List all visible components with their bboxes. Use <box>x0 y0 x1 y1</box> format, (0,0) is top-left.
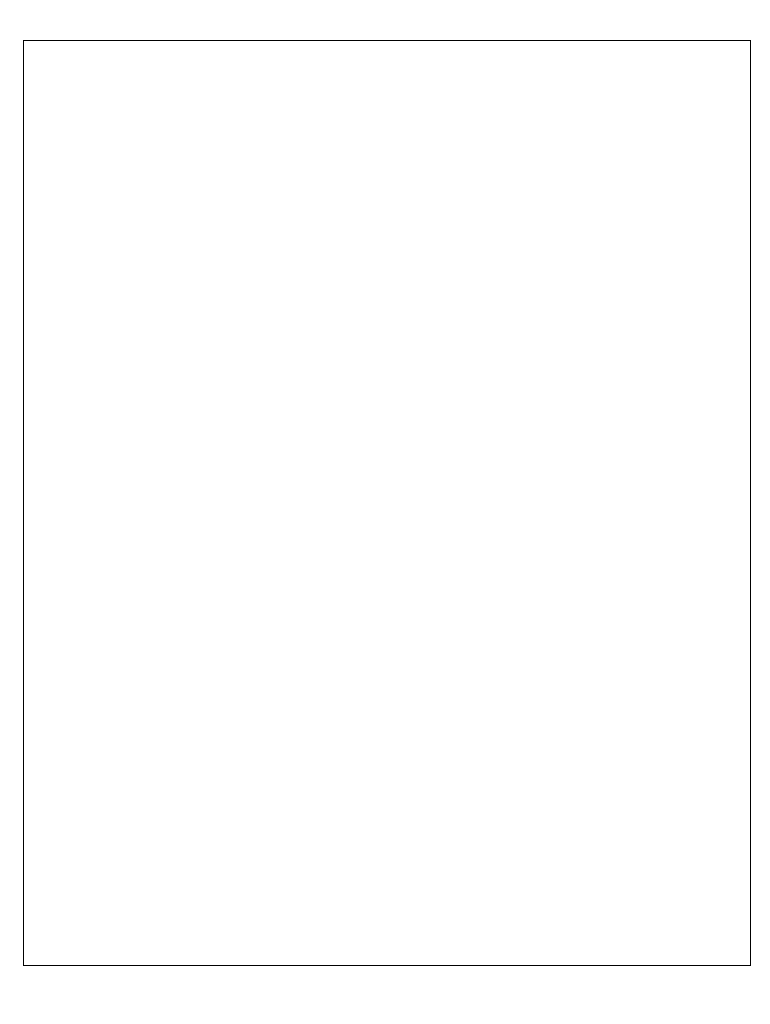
estimate-table <box>23 40 751 966</box>
